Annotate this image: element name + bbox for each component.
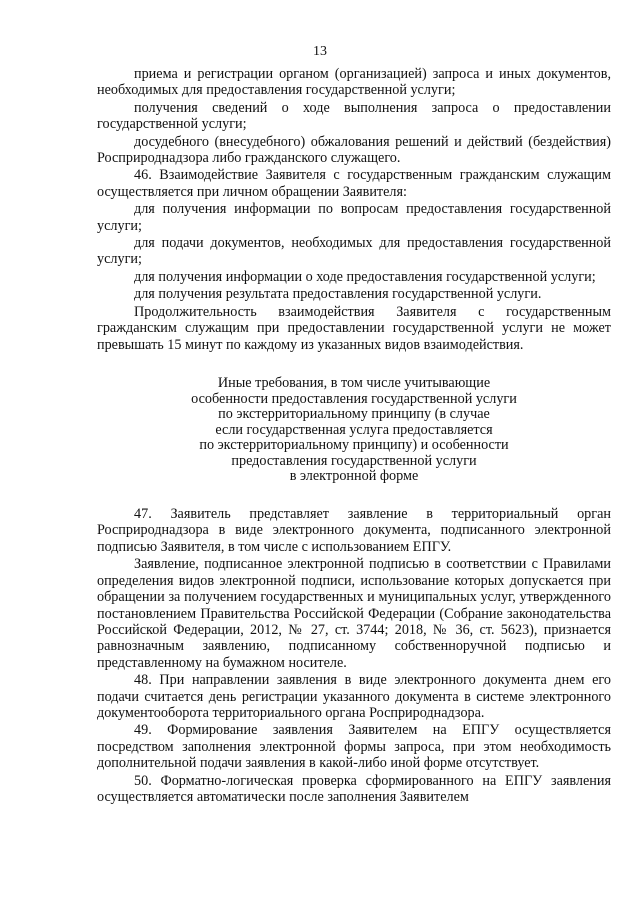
paragraph: для получения информации о ходе предоставления государственной услуги; [134, 268, 596, 285]
section-heading [97, 376, 611, 485]
heading-line: особенности предоставления государственной услуги [191, 390, 517, 407]
heading-line: в электронной форме [289, 468, 419, 485]
paragraph: досудебного (внесудебного) обжалования решений и действий (бездействия) Росприроднадзора либо гражданского служащего. [97, 133, 611, 167]
paragraph: 48. При направлении заявления в виде электронного документа днем его подачи считается день регистрации указанного документа в системе электронного документооборота территориального органа Росприроднадзора. [97, 672, 611, 721]
paragraph: Заявление, подписанное электронной подписью в соответствии с Правилами определения видов электронной подписи, использование которых допускается при обращении за получением государственных и муниципальных услуг, утвержденного постановлением Правительства Российской Федерации (Собрание законодательства Российской Федерации, 2012, № 27, ст. 3744; 2018, № 36, ст. 5623), признается равнозначным заявлению, подписанному собственноручной подписью и представленному на бумажном носителе. [97, 556, 611, 671]
heading-line: по экстерриториальному принципу) и особенности [199, 437, 509, 454]
paragraph: 47. Заявитель представляет заявление в территориальный орган Росприроднадзора в виде электронного документа, подписанного электронной подписью Заявителя, в том числе с использованием ЕПГУ. [97, 506, 611, 555]
paragraph: для получения результата предоставления государственной услуги. [134, 286, 542, 303]
paragraph: для получения информации по вопросам предоставления государственной услуги; [97, 201, 611, 234]
heading-line: Иные требования, в том числе учитывающие [217, 374, 491, 391]
heading-line: если государственная услуга предоставляется [215, 421, 493, 438]
paragraph: 50. Форматно-логическая проверка сформированного на ЕПГУ заявления осуществляется автоматически после заполнения Заявителем [97, 772, 611, 805]
document-body [97, 66, 611, 806]
paragraph: для подачи документов, необходимых для предоставления государственной услуги; [97, 235, 611, 268]
paragraph: 49. Формирование заявления Заявителем на ЕПГУ осуществляется посредством заполнения электронной формы запроса, при этом необходимость дополнительной подачи заявления в какой-либо иной форме отсутствует. [97, 722, 611, 772]
paragraph: Продолжительность взаимодействия Заявителя с государственным гражданским служащим при предоставлении государственной услуги не может превышать 15 минут по каждому из указанных видов взаимодействия. [97, 303, 611, 353]
paragraph: 46. Взаимодействие Заявителя с государственным гражданским служащим осуществляется при личном обращении Заявителя: [97, 167, 611, 200]
heading-line: по экстерриториальному принципу (в случае [218, 406, 490, 423]
paragraph: приема и регистрации органом (организацией) запроса и иных документов, необходимых для предоставления государственной услуги; [97, 66, 611, 99]
paragraph: получения сведений о ходе выполнения запроса о предоставлении государственной услуги; [97, 99, 611, 133]
heading-line: предоставления государственной услуги [231, 452, 477, 469]
page-number: 13 [313, 44, 327, 59]
